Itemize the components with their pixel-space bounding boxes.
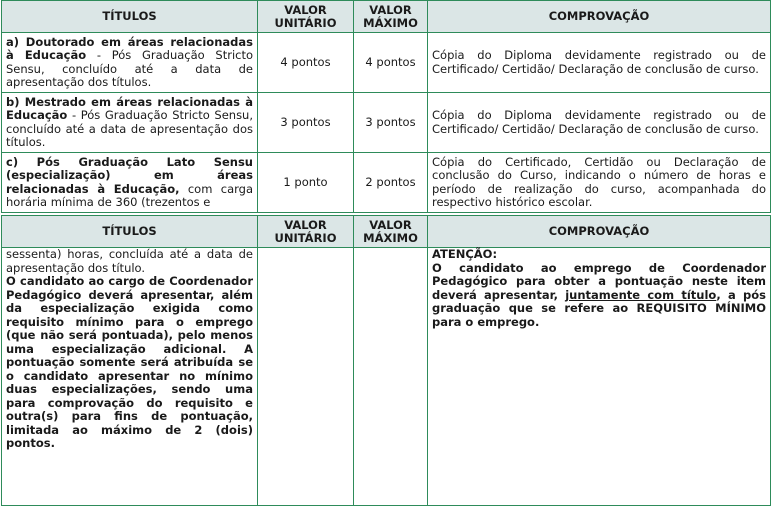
attention-text-pre: O candidato ao emprego de Coordenador Pedagógico para obter a pontuação neste item deverá apresentar,	[432, 260, 766, 302]
header-comprovacao: COMPROVAÇÃO	[428, 216, 771, 248]
header-valor-unitario	[258, 1, 354, 33]
title-rest: - Pós Graduação Stricto Sensu, concluído até a data de apresentação dos títulos.	[6, 108, 253, 149]
attention-text-post: , a pós graduação que se refere ao REQUISITO MÍNIMO para o emprego.	[432, 287, 766, 329]
header-titulos: TÍTULOS	[2, 1, 258, 33]
title-cell	[2, 153, 258, 213]
unit-value-cell-empty	[258, 248, 354, 506]
header-comprovacao: COMPROVAÇÃO	[428, 1, 771, 33]
attention-underlined: juntamente com título	[565, 287, 717, 302]
table-header-row	[2, 1, 771, 33]
titles-table-part-2	[1, 215, 771, 506]
attention-label: ATENÇÃO:	[432, 247, 498, 261]
header-valor-maximo-line1: VALOR	[369, 2, 412, 17]
proof-cell: Cópia do Diploma devidamente registrado ou de Certificado/ Certidão/ Declaração de conclusão de curso.	[428, 93, 771, 153]
table-header-row-repeat	[2, 216, 771, 248]
table-row-lato-sensu-continued	[2, 248, 771, 506]
coordinator-note: O candidato ao cargo de Coordenador Pedagógico deverá apresentar, além da especialização exigida como requisito mínimo para o emprego (que não será pontuada), pelo menos uma especialização adicional. A pontuação somente será atribuída se o candidato apresentar no mínimo duas especializações, sendo uma para comprovação do requisito e outra(s) para fins de pontuação, limitada ao máximo de 2 (dois) pontos.	[6, 274, 253, 450]
table-row-mestrado	[2, 93, 771, 153]
table-row-lato-sensu	[2, 153, 771, 213]
title-rest: - Pós Graduação Stricto Sensu, concluído até a data de apresentação dos títulos.	[6, 48, 254, 89]
title-bold: b) Mestrado em áreas relacionadas à Educação	[6, 94, 253, 122]
title-cell	[2, 33, 258, 93]
header-valor-unitario-line1: VALOR	[284, 2, 327, 17]
title-bold: c) Pós Graduação Lato Sensu (especialização) em áreas relacionadas à Educação,	[6, 154, 253, 196]
header-valor-unitario-line1: VALOR	[284, 217, 327, 232]
unit-value-cell: 3 pontos	[258, 93, 354, 153]
title-cell	[2, 93, 258, 153]
title-cell-continued	[2, 248, 258, 506]
header-valor-maximo-line2: MÁXIMO	[363, 15, 418, 30]
table-row-doutorado	[2, 33, 771, 93]
header-valor-maximo	[354, 1, 428, 33]
unit-value-cell: 4 pontos	[258, 33, 354, 93]
attention-text	[432, 261, 766, 329]
attention-cell	[428, 248, 771, 506]
title-rest-continued: sessenta) horas, concluída até a data de apresentação dos título.	[6, 247, 253, 275]
titles-table-part-1	[1, 0, 771, 213]
header-valor-unitario-line2: UNITÁRIO	[274, 15, 337, 30]
title-bold: a) Doutorado em áreas relacionadas à Educação	[6, 34, 253, 62]
proof-cell: Cópia do Certificado, Certidão ou Declaração de conclusão do Curso, indicando o número de horas e período de realização do curso, acompanhada do respectivo histórico escolar.	[428, 153, 771, 213]
header-valor-unitario-line2: UNITÁRIO	[274, 230, 337, 245]
header-valor-maximo	[354, 216, 428, 248]
max-value-cell: 3 pontos	[354, 93, 428, 153]
unit-value-cell: 1 ponto	[258, 153, 354, 213]
max-value-cell: 2 pontos	[354, 153, 428, 213]
title-rest: com carga horária mínima de 360 (trezentos e	[6, 181, 253, 209]
header-valor-maximo-line2: MÁXIMO	[363, 230, 418, 245]
header-titulos: TÍTULOS	[2, 216, 258, 248]
max-value-cell-empty	[354, 248, 428, 506]
max-value-cell: 4 pontos	[354, 33, 428, 93]
proof-cell: Cópia do Diploma devidamente registrado ou de Certificado/ Certidão/ Declaração de conclusão de curso.	[428, 33, 771, 93]
header-valor-maximo-line1: VALOR	[369, 217, 412, 232]
header-valor-unitario	[258, 216, 354, 248]
